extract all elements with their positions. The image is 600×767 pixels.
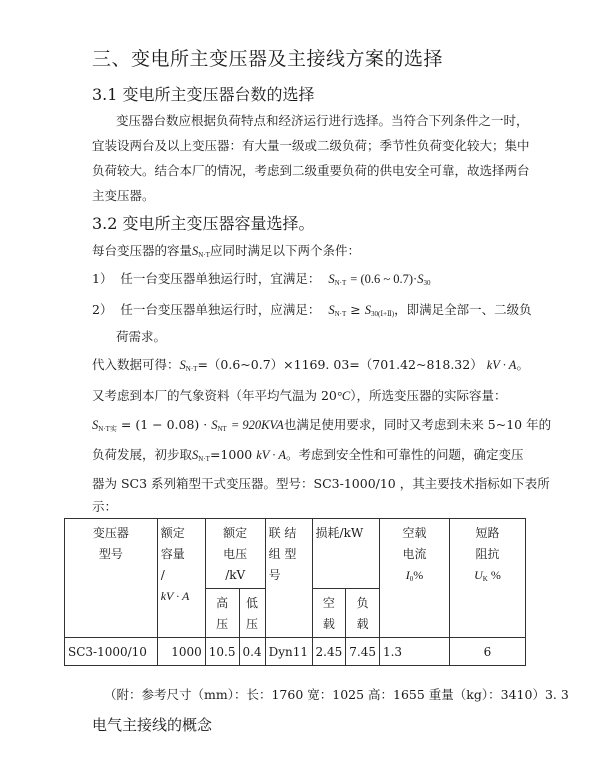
subheader-high-voltage: 高 压 — [205, 589, 239, 638]
header-rated-capacity: 额定 容量 / kV · A — [157, 519, 205, 638]
capacity-calculation: 代入数据可得：$S_{N\cdot T}=(0.6\sim 0.7)\times 1169$. 03=（701.42~818.32） kV · A。 — [92, 357, 529, 373]
condition-2-continued: 荷需求。 — [116, 329, 167, 344]
cell-group: Dyn11 — [265, 638, 312, 666]
header-noload-current: 空载 电流 $I_0\%$ — [379, 519, 449, 638]
header-loss: 损耗/kW — [312, 519, 379, 589]
cell-lv: 0.4 — [239, 638, 265, 666]
cell-uk: 6 — [449, 638, 525, 666]
cell-capacity: 1000 — [157, 638, 205, 666]
para2-line1: 又考虑到本厂的气象资料（年平均气温为 20°C），所选变压器的实际容量： — [92, 388, 507, 403]
condition-1: 1） 任一台变压器单独运行时，宜满足： $S_{N\cdot T} = (0.6$ ~ $0.7)\cdot S_{30}$ — [92, 271, 431, 287]
capacity-condition-intro: 每台变压器的容量$S_{N\cdot T}$应同时满足以下两个条件： — [92, 243, 360, 259]
para1-line4: 主变压器。 — [92, 188, 155, 203]
page-title: 三、变电所主变压器及主接线方案的选择 — [92, 48, 444, 70]
header-connection-group: 联 结 组 型 号 — [265, 519, 312, 638]
table-row — [65, 638, 526, 666]
para1-line3: 负荷较大。结合本厂的情况，考虑到二级重要负荷的供电安全可靠，故选择两台 — [92, 163, 530, 178]
section-heading-3-2: 3.2 变电所主变压器容量选择。 — [92, 214, 315, 233]
cell-pk: 7.45 — [346, 638, 380, 666]
dimension-note: （附：参考尺寸（mm）：长：1760 宽：1025 高：1655 重量（kg）：3410）3. 3 — [104, 687, 569, 702]
cell-hv: 10.5 — [205, 638, 239, 666]
para2-line4: 器为 SC3 系列箱型干式变压器。型号：SC3-1000/10 ，其主要技术指标如下表所 — [92, 476, 550, 491]
header-model: 变压器 型号 — [65, 519, 158, 638]
para1-line1: 变压器台数应根据负荷特点和经济运行进行选择。当符合下列条件之一时， — [116, 113, 529, 128]
para2-line2: $S_{N\cdot T实} = (1 - 0.08) \cdot S_{NT} = 920KVA$也满足使用要求，同时又考虑到未来 5~10 年的 — [92, 417, 552, 433]
cell-p0: 2.45 — [312, 638, 346, 666]
condition-2: 2） 任一台变压器单独运行时，应满足： $S_{N\cdot T} \ge S_{30(Ⅰ+Ⅱ)}$，即满足全部一、二级负 — [92, 302, 532, 318]
subheader-load-loss: 负 载 — [346, 589, 380, 638]
transformer-spec-table — [64, 518, 526, 666]
cell-model: SC3-1000/10 — [65, 638, 158, 666]
header-rated-voltage: 额定 电压 /kV — [205, 519, 265, 589]
para1-line2: 宜装设两台及以上变压器：有大量一级或二级负荷；季节性负荷变化较大；集中 — [92, 138, 530, 153]
para2-line3: 负荷发展，初步取$S_{N\cdot T}=1000$ kV · A。考虑到安全性和可靠性的问题，确定变压 — [92, 447, 524, 463]
subheader-noload-loss: 空 载 — [312, 589, 346, 638]
header-short-impedance: 短路 阻抗 $U_K$ % — [449, 519, 525, 638]
section-heading-3-1: 3.1 变电所主变压器台数的选择 — [92, 85, 315, 104]
section-heading-3-3: 电气主接线的概念 — [92, 716, 213, 734]
para2-line5: 示： — [92, 499, 118, 514]
subheader-low-voltage: 低 压 — [239, 589, 265, 638]
cell-i0: 1.3 — [379, 638, 449, 666]
